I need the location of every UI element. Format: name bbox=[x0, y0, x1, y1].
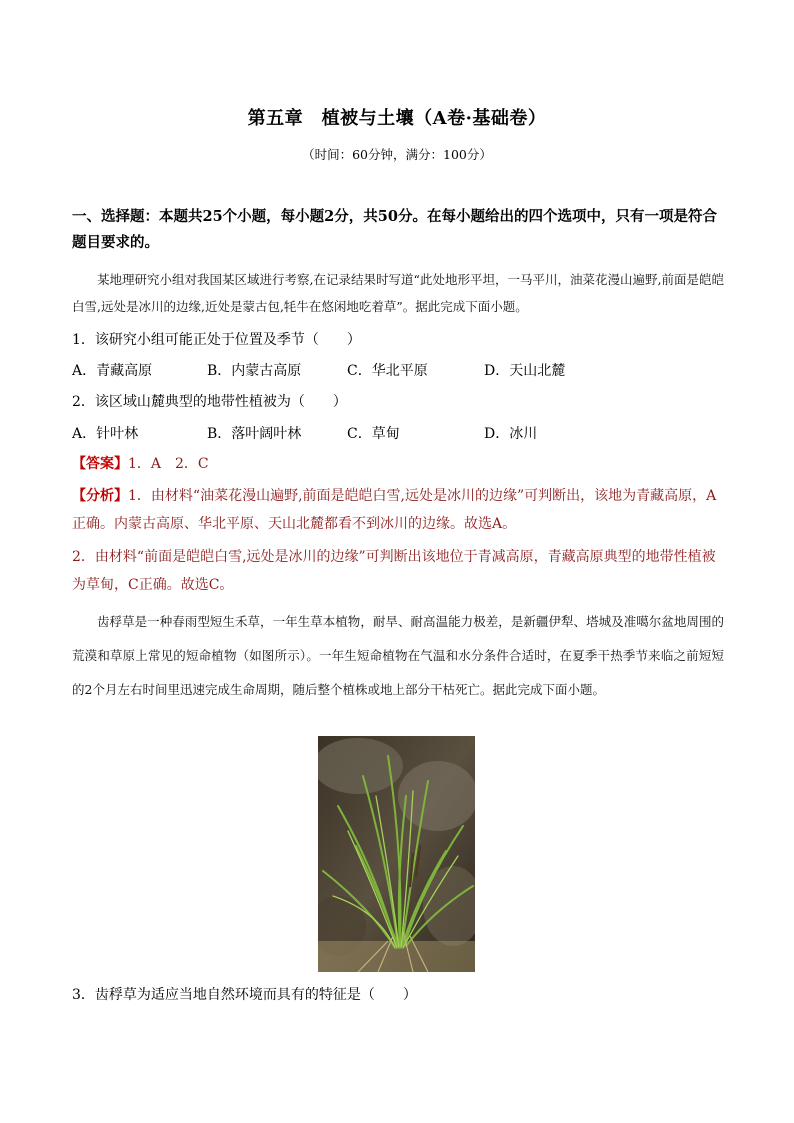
q1-option-b: B．内蒙古高原 bbox=[207, 363, 302, 379]
section-heading: 一、选择题：本题共25个小题，每小题2分，共50分。在每小题给出的四个选项中，只有一项是符合题目要求的。 bbox=[72, 208, 717, 251]
analysis-text-2: 2．由材料“前面是皑皑白雪,远处是冰川的边缘”可判断出该地位于青减高原，青藏高原典型的地带性植被为草甸，C正确。故选C。 bbox=[72, 549, 716, 593]
q1-option-d: D．天山北麓 bbox=[484, 363, 566, 379]
question-2-options bbox=[72, 424, 724, 444]
page-title: 第五章 植被与土壤（A卷·基础卷） bbox=[247, 108, 547, 129]
q1-option-c: C．华北平原 bbox=[347, 363, 428, 379]
reading-passage-2: 齿稃草是一种春雨型短生禾草，一年生草本植物，耐旱、耐高温能力极差，是新疆伊犁、塔城及准噶尔盆地周围的荒漠和草原上常见的短命植物（如图所示）。一年生短命植物在气温和水分条件合适时，在夏季干热季节来临之前短短的2个月左右时间里迅速完成生命周期，随后整个植株或地上部分干枯死亡。据此完成下面小题。 bbox=[72, 614, 724, 697]
exam-time-info: （时间：60分钟，满分：100分） bbox=[302, 147, 492, 162]
reading-passage-1: 某地理研究小组对我国某区域进行考察,在记录结果时写道“此处地形平坦，一马平川，油菜花漫山遍野,前面是皑皑白雪,远处是冰川的边缘,近处是蒙古包,牦牛在悠闲地吃着草”。据此完成下面小题。 bbox=[72, 272, 724, 314]
answer-text: 1．A 2．C bbox=[128, 456, 209, 472]
question-1-options bbox=[72, 361, 724, 381]
analysis-block-1 bbox=[72, 482, 728, 538]
question-1-stem: 1．该研究小组可能正处于位置及季节（ ） bbox=[72, 332, 361, 348]
question-3-stem: 3．齿稃草为适应当地自然环境而具有的特征是（ ） bbox=[72, 987, 417, 1003]
q2-option-d: D．冰川 bbox=[484, 426, 538, 442]
answer-line bbox=[72, 450, 728, 478]
question-2-stem: 2．该区域山麓典型的地带性植被为（ ） bbox=[72, 394, 347, 410]
grass-plant-illustration bbox=[318, 736, 475, 972]
q2-option-b: B．落叶阔叶林 bbox=[207, 426, 302, 442]
analysis-tag: 【分析】 bbox=[72, 488, 128, 504]
answer-tag: 【答案】 bbox=[72, 456, 128, 472]
analysis-block-2 bbox=[72, 543, 728, 599]
analysis-text-1: 1．由材料“油菜花漫山遍野,前面是皑皑白雪,远处是冰川的边缘”可判断出，该地为青藏高原，A正确。内蒙古高原、华北平原、天山北麓都看不到冰川的边缘。故选A。 bbox=[72, 488, 717, 532]
q2-option-c: C．草甸 bbox=[347, 426, 400, 442]
q1-option-a: A．青藏高原 bbox=[72, 363, 153, 379]
q2-option-a: A．针叶林 bbox=[72, 426, 139, 442]
grass-plant-photo bbox=[318, 736, 475, 972]
